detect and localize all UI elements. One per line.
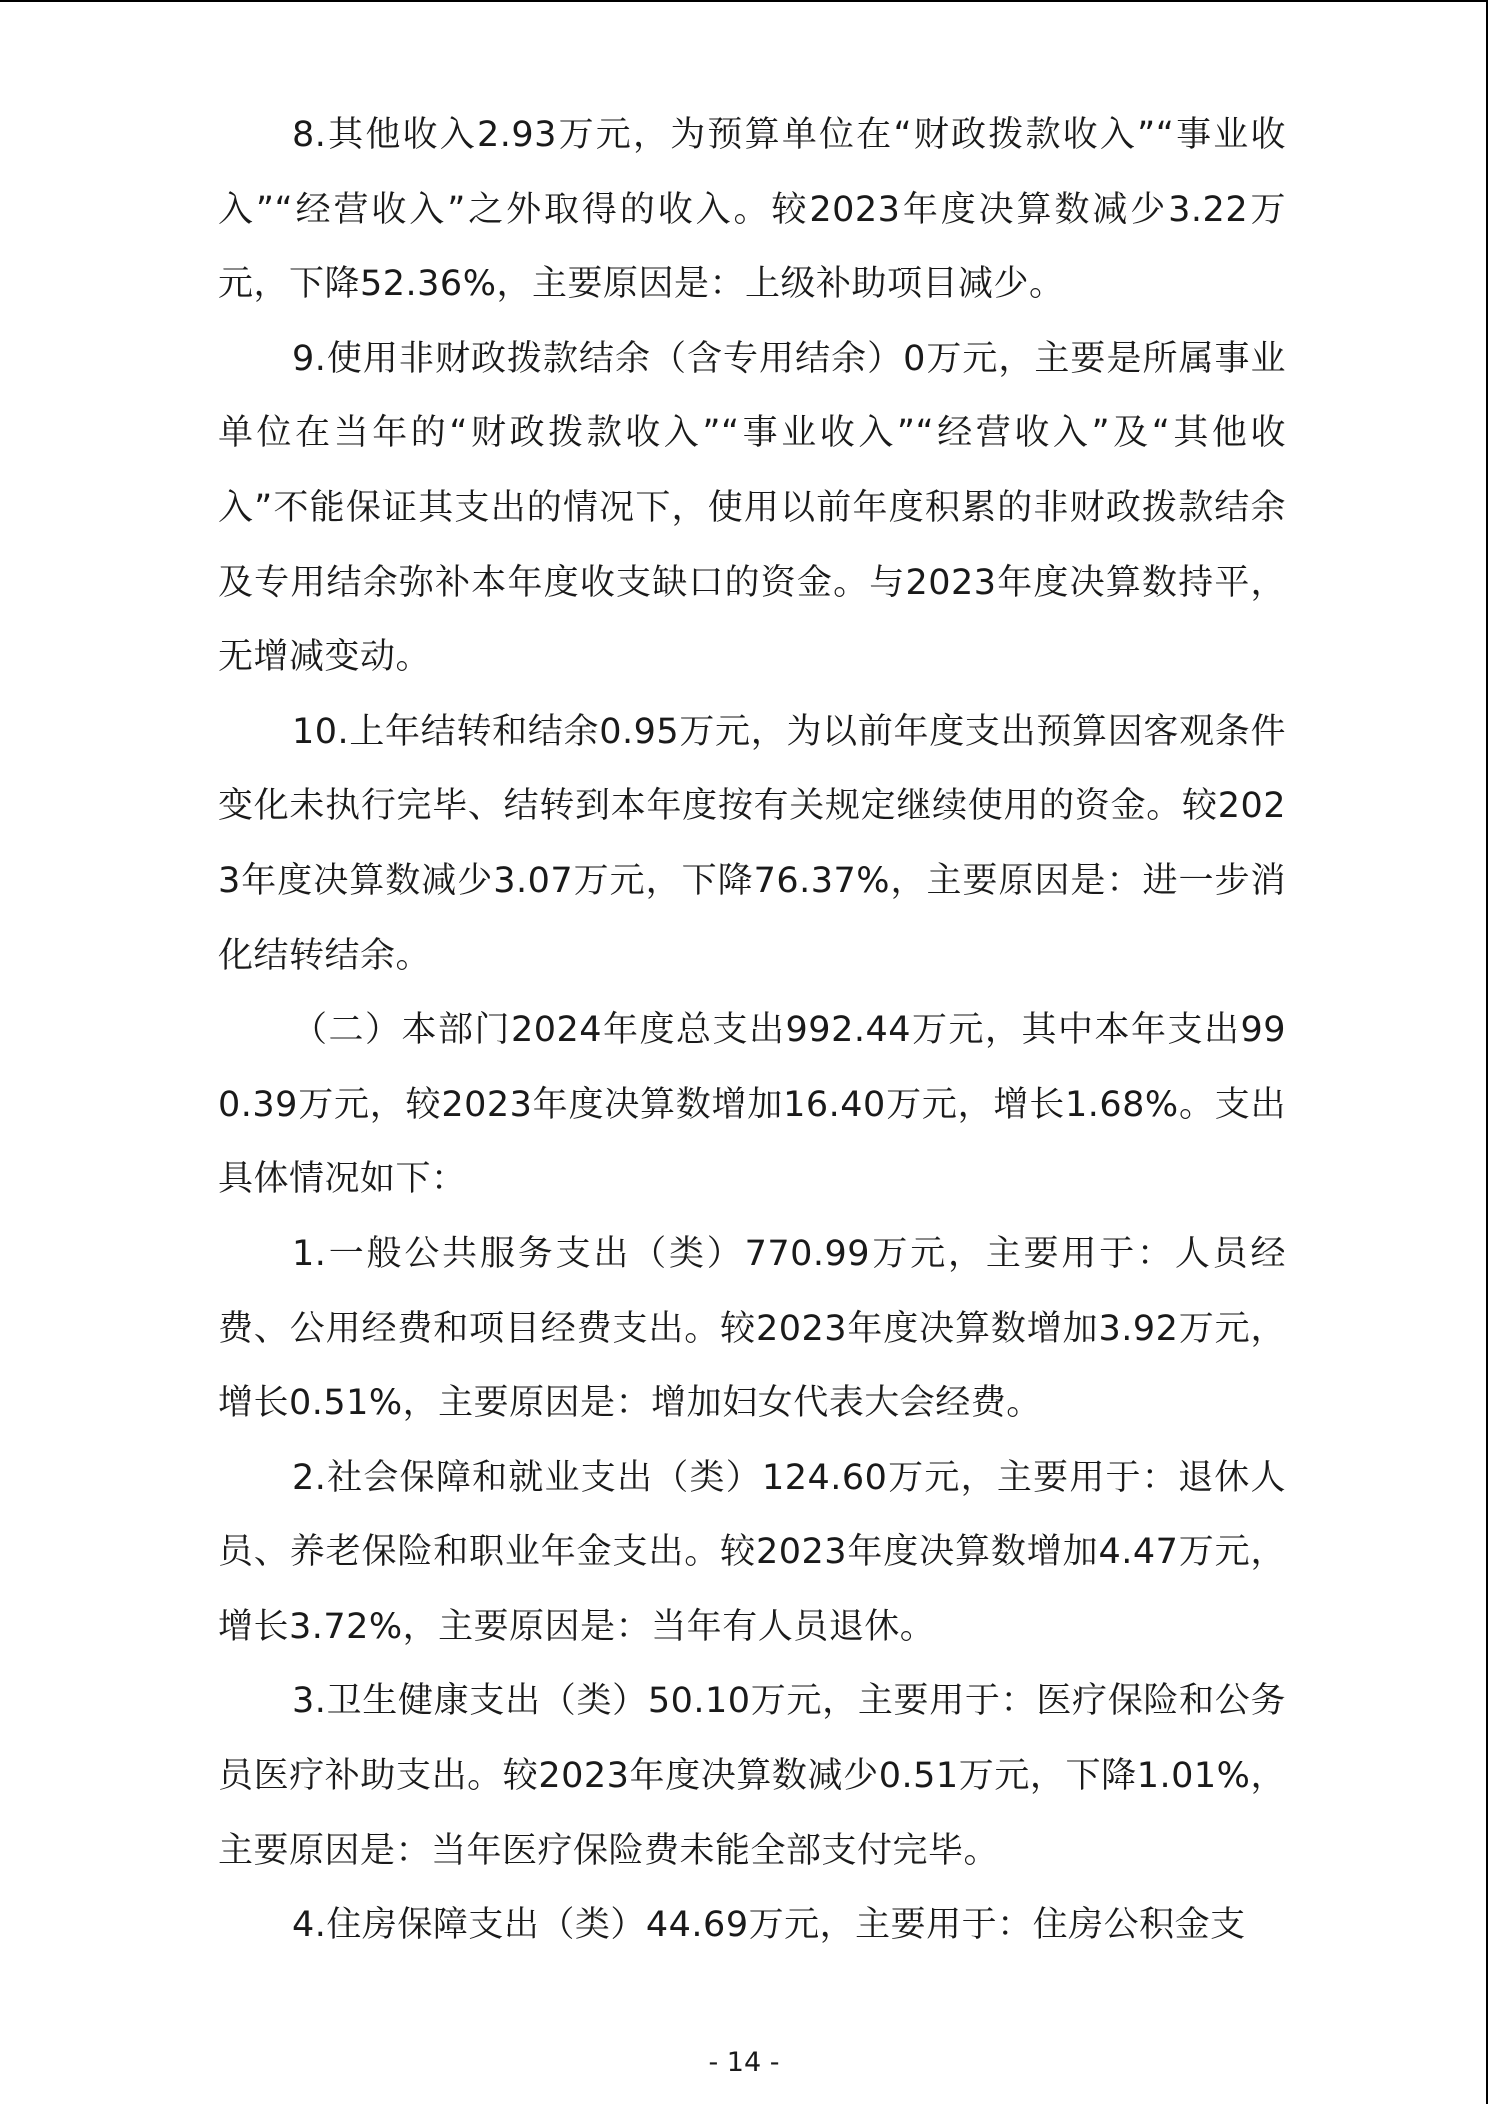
paragraph-social-security: 2.社会保障和就业支出（类）124.60万元，主要用于：退休人员、养老保险和职业年金支出。较2023年度决算数增加4.47万元，增长3.72%，主要原因是：当年有人员退休。 bbox=[218, 1457, 1286, 1647]
document-body bbox=[218, 98, 1286, 1963]
paragraph-total-expenditure: （二）本部门2024年度总支出992.44万元，其中本年支出990.39万元，较2023年度决算数增加16.40万元，增长1.68%。支出具体情况如下： bbox=[218, 1010, 1286, 1200]
page-number: - 14 - bbox=[708, 2047, 780, 2078]
paragraph-general-public-services: 1.一般公共服务支出（类）770.99万元，主要用于：人员经费、公用经费和项目经费支出。较2023年度决算数增加3.92万元，增长0.51%，主要原因是：增加妇女代表大会经费。 bbox=[218, 1233, 1286, 1424]
paragraph-housing: 4.住房保障支出（类）44.69万元，主要用于：住房公积金支 bbox=[292, 1905, 1246, 1946]
paragraph-health: 3.卫生健康支出（类）50.10万元，主要用于：医疗保险和公务员医疗补助支出。较2023年度决算数减少0.51万元，下降1.01%，主要原因是：当年医疗保险费未能全部支付完毕。 bbox=[218, 1681, 1286, 1871]
paragraph-prior-year-carryover: 10.上年结转和结余0.95万元，为以前年度支出预算因客观条件变化未执行完毕、结转到本年度按有关规定继续使用的资金。较2023年度决算数减少3.07万元，下降76.37%，主要原因是：进一步消化结转结余。 bbox=[218, 711, 1286, 976]
paragraph-non-fiscal-surplus: 9.使用非财政拨款结余（含专用结余）0万元，主要是所属事业单位在当年的“财政拨款收入”“事业收入”“经营收入”及“其他收入”不能保证其支出的情况下，使用以前年度积累的非财政拨款结余及专用结余弥补本年度收支缺口的资金。与2023年度决算数持平，无增减变动。 bbox=[218, 338, 1286, 678]
paragraph-other-income: 8.其他收入2.93万元，为预算单位在“财政拨款收入”“事业收入”“经营收入”之外取得的收入。较2023年度决算数减少3.22万元，下降52.36%，主要原因是：上级补助项目减少。 bbox=[218, 115, 1286, 305]
page-top-border bbox=[0, 0, 1488, 2]
